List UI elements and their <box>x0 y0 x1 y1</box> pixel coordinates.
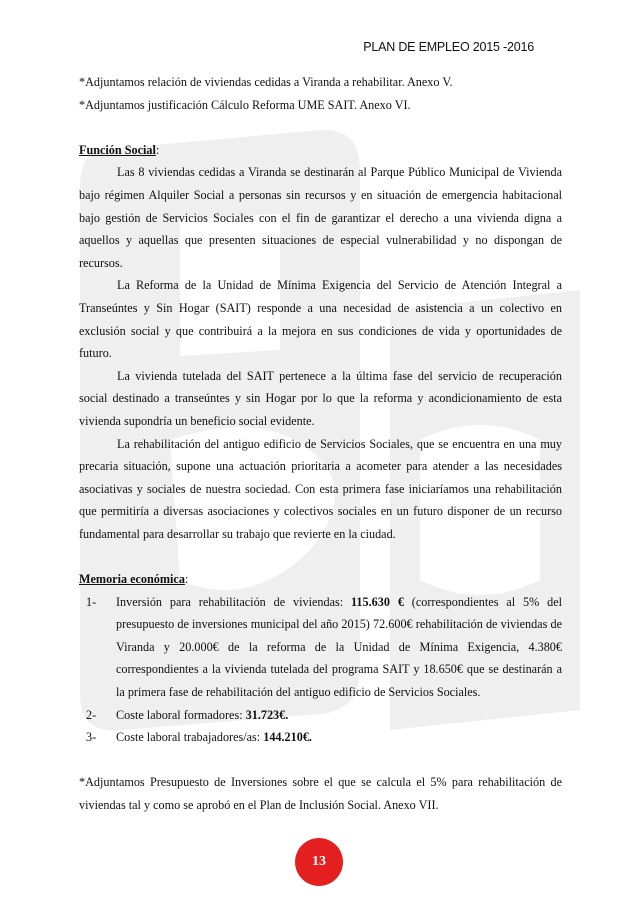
funcion-social-paragraph: La rehabilitación del antiguo edificio de Servicios Sociales, que se encuentra en una muy precaria situación, supone una actuación prioritaria a acometer para atender a las necesidades asociativas y sociales de nuestra sociedad. Con esta primera fase iniciaríamos una rehabilitación que permitiría a diversas asociaciones y colectivos sociales en un futuro disponer de un recurso fundamental para desarrollar su trabajo que revierte en la ciudad. <box>79 436 562 541</box>
page-number-badge: 13 <box>295 838 343 886</box>
page-header-title: PLAN DE EMPLEO 2015 -2016 <box>363 40 534 54</box>
memoria-item: 1- Inversión para rehabilitación de viviendas: 115.630 € (correspondientes al 5% del presupuesto de inversiones municipal del año 2015) 72.600€ rehabilitación de viviendas de Viranda y 20.000€ de la reforma de la Unidad de Mínima Exigencia, 4.380€ correspondientes a la vivienda tutelada del programa SAIT y 18.650€ que se destinarán a la primera fase de rehabilitación del antiguo edificio de Servicios Sociales. <box>86 594 562 700</box>
memoria-item: 2- Coste laboral formadores: 31.723€. <box>86 707 289 722</box>
footer-note: *Adjuntamos Presupuesto de Inversiones sobre el que se calcula el 5% para rehabilitación de viviendas tal y como se aprobó en el Plan de Inclusión Social. Anexo VII. <box>79 775 562 812</box>
funcion-social-paragraph: La Reforma de la Unidad de Mínima Exigencia del Servicio de Atención Integral a Transeúntes y Sin Hogar (SAIT) responde a una necesidad de asistencia a un colectivo en exclusión social y que contribuirá a la mejora en sus condiciones de vida y oportunidades de futuro. <box>79 278 562 361</box>
memoria-item: 3- Coste laboral trabajadores/as: 144.210€. <box>86 730 312 745</box>
memoria-list <box>79 591 562 749</box>
page-body <box>79 71 562 817</box>
funcion-social-heading: Función Social: <box>79 142 160 157</box>
memoria-heading: Memoria económica: <box>79 572 189 587</box>
funcion-social-paragraph: La vivienda tutelada del SAIT pertenece a la última fase del servicio de recuperación social destinado a transeúntes y sin Hogar por lo que la reforma y acondicionamiento de esta vivienda supondría un beneficio social evidente. <box>79 368 562 428</box>
intro-line-2: *Adjuntamos justificación Cálculo Reforma UME SAIT. Anexo VI. <box>79 97 411 112</box>
intro-line-1: *Adjuntamos relación de viviendas cedidas a Viranda a rehabilitar. Anexo V. <box>79 75 453 89</box>
funcion-social-paragraph: Las 8 viviendas cedidas a Viranda se destinarán al Parque Público Municipal de Vivienda bajo régimen Alquiler Social a personas sin recursos y en situación de emergencia habitacional bajo gestión de Servicios Sociales con el fin de garantizar el derecho a una vivienda digna a aquellos y aquellas que presenten situaciones de especial vulnerabilidad y no dispongan de recursos. <box>79 165 562 270</box>
